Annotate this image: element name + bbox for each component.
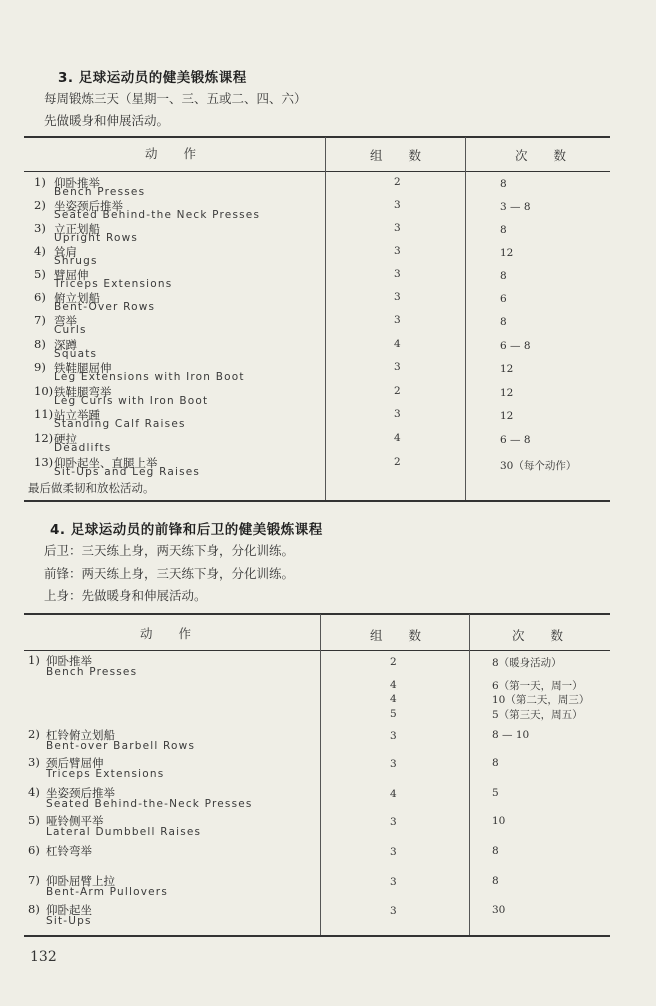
exercise-name-en: Seated Behind-the Neck Presses [54,209,261,221]
exercise-name-cn: 臂屈伸 [54,268,89,282]
table3-top-rule [24,136,610,138]
reps-value: 30（每个动作） [500,460,577,472]
reps-value: 5 [492,787,499,799]
sets-value: 4 [394,432,401,444]
exercise-name-en: Triceps Extensions [54,278,173,290]
sets-value: 3 [390,730,397,742]
exercise-name-en: Bent-over Barbell Rows [46,740,196,752]
reps-value: 8 — 10 [492,729,530,741]
sets-value: 3 [390,758,397,770]
exercise-name-cn: 深蹲 [54,338,77,352]
exercise-name-cn: 仰卧起坐 [46,903,92,917]
exercise-name-cn: 耸肩 [54,245,77,259]
table4-header-rule [24,650,610,651]
reps-value: 6（第一天，周一） [492,680,583,692]
table3-bottom-rule [24,500,610,502]
exercise-name-cn: 颈后臂屈伸 [46,756,104,770]
sets-value: 3 [390,876,397,888]
row-number: 13) [34,455,54,469]
reps-value: 10 [492,815,506,827]
table4-top-rule [24,613,610,615]
table4-col-divider-1 [320,614,321,935]
exercise-name-en: Deadlifts [54,442,112,454]
row-number: 5) [34,267,46,281]
exercise-name-en: Leg Extensions with Iron Boot [54,371,245,383]
section3-footer: 最后做柔韧和放松活动。 [28,481,155,495]
table4-header-action: 动作 [140,626,218,641]
exercise-name-en: Shrugs [54,255,98,267]
reps-value: 12 [500,363,514,375]
exercise-name-cn: 杠铃俯立划船 [46,728,115,742]
exercise-name-en: Seated Behind-the-Neck Presses [46,798,253,810]
exercise-name-cn: 仰卧推举 [46,654,92,668]
exercise-name-en: Lateral Dumbbell Raises [46,826,202,838]
sets-value: 3 [394,361,401,373]
exercise-name-cn: 立正划船 [54,222,100,236]
section3-title: 3. 足球运动员的健美锻炼课程 [58,70,247,86]
table3-header-action: 动作 [145,146,223,161]
exercise-name-en: Bench Presses [46,666,138,678]
reps-value: 8（暖身活动） [492,657,562,669]
table4-bottom-rule [24,935,610,937]
sets-value: 2 [394,456,401,468]
sets-value: 3 [394,268,401,280]
reps-value: 5（第三天，周五） [492,709,583,721]
reps-value: 8 [500,178,507,190]
reps-value: 8 [500,224,507,236]
sets-value: 3 [390,905,397,917]
reps-value: 6 [500,293,507,305]
exercise-name-cn: 杠铃弯举 [46,844,92,858]
section4-upper-body: 上身：先做暖身和伸展活动。 [44,588,207,603]
reps-value: 30 [492,904,506,916]
table4-header-reps: 次数 [512,628,590,643]
exercise-name-en: Squats [54,348,98,360]
row-number: 2) [28,727,40,741]
section4-defenders: 后卫：三天练上身，两天练下身，分化训练。 [44,543,295,558]
exercise-name-cn: 铁鞋腿屈伸 [54,361,112,375]
sets-value: 3 [390,846,397,858]
exercise-name-en: Upright Rows [54,232,139,244]
exercise-name-en: Leg Curls with Iron Boot [54,395,209,407]
section4-forwards: 前锋：两天练上身，三天练下身，分化训练。 [44,566,295,581]
sets-value: 2 [390,656,397,668]
exercise-name-cn: 坐姿颈后推举 [54,199,123,213]
row-number: 9) [34,360,46,374]
exercise-name-en: Bench Presses [54,186,146,198]
reps-value: 8 [500,316,507,328]
reps-value: 12 [500,410,514,422]
row-number: 1) [34,175,46,189]
sets-value: 3 [390,816,397,828]
sets-value: 3 [394,291,401,303]
row-number: 8) [28,902,40,916]
exercise-name-cn: 硬拉 [54,432,77,446]
reps-value: 8 [492,757,499,769]
row-number: 5) [28,813,40,827]
sets-value: 4 [390,693,397,705]
exercise-name-cn: 仰卧起坐、直腿上举 [54,456,158,470]
table3-header-rule [24,171,610,172]
row-number: 3) [28,755,40,769]
sets-value: 2 [394,176,401,188]
exercise-name-cn: 仰卧屈臂上拉 [46,874,115,888]
exercise-name-cn: 俯立划船 [54,291,100,305]
row-number: 4) [34,244,46,258]
exercise-name-en: Bent-Over Rows [54,301,156,313]
reps-value: 12 [500,247,514,259]
reps-value: 8 [500,270,507,282]
sets-value: 4 [390,788,397,800]
row-number: 10) [34,384,54,398]
exercise-name-cn: 站立举踵 [54,408,100,422]
exercise-name-en: Sit-Ups and Leg Raises [54,466,201,478]
reps-value: 8 [492,845,499,857]
row-number: 7) [28,873,40,887]
table3-col-divider-2 [465,137,466,500]
section4-title: 4. 足球运动员的前锋和后卫的健美锻炼课程 [50,522,323,538]
table3-col-divider-1 [325,137,326,500]
exercise-name-en: Triceps Extensions [46,768,165,780]
exercise-name-en: Bent-Arm Pullovers [46,886,168,898]
reps-value: 12 [500,387,514,399]
row-number: 7) [34,313,46,327]
exercise-name-cn: 坐姿颈后推举 [46,786,115,800]
reps-value: 8 [492,875,499,887]
row-number: 6) [28,843,40,857]
section3-warmup: 先做暖身和伸展活动。 [44,113,170,128]
row-number: 3) [34,221,46,235]
sets-value: 3 [394,245,401,257]
row-number: 1) [28,653,40,667]
row-number: 8) [34,337,46,351]
exercise-name-cn: 弯举 [54,314,77,328]
exercise-name-en: Standing Calf Raises [54,418,186,430]
section3-schedule: 每周锻炼三天（星期一、三、五或二、四、六） [44,91,307,106]
sets-value: 3 [394,408,401,420]
table3-header-sets: 组数 [370,148,448,163]
row-number: 6) [34,290,46,304]
exercise-name-en: Curls [54,324,87,336]
sets-value: 3 [394,222,401,234]
exercise-name-cn: 仰卧推举 [54,176,100,190]
sets-value: 2 [394,385,401,397]
reps-value: 6 — 8 [500,434,531,446]
row-number: 2) [34,198,46,212]
table4-col-divider-2 [469,614,470,935]
reps-value: 3 — 8 [500,201,531,213]
table3-header-reps: 次数 [515,148,593,163]
exercise-name-en: Sit-Ups [46,915,92,927]
reps-value: 10（第二天，周三） [492,694,590,706]
sets-value: 4 [394,338,401,350]
exercise-name-cn: 铁鞋腿弯举 [54,385,112,399]
exercise-name-cn: 哑铃侧平举 [46,814,104,828]
table4-header-sets: 组数 [370,628,448,643]
sets-value: 3 [394,199,401,211]
sets-value: 4 [390,679,397,691]
row-number: 12) [34,431,54,445]
row-number: 11) [34,407,54,421]
row-number: 4) [28,785,40,799]
sets-value: 5 [390,708,397,720]
sets-value: 3 [394,314,401,326]
page-number: 132 [30,949,57,965]
reps-value: 6 — 8 [500,340,531,352]
